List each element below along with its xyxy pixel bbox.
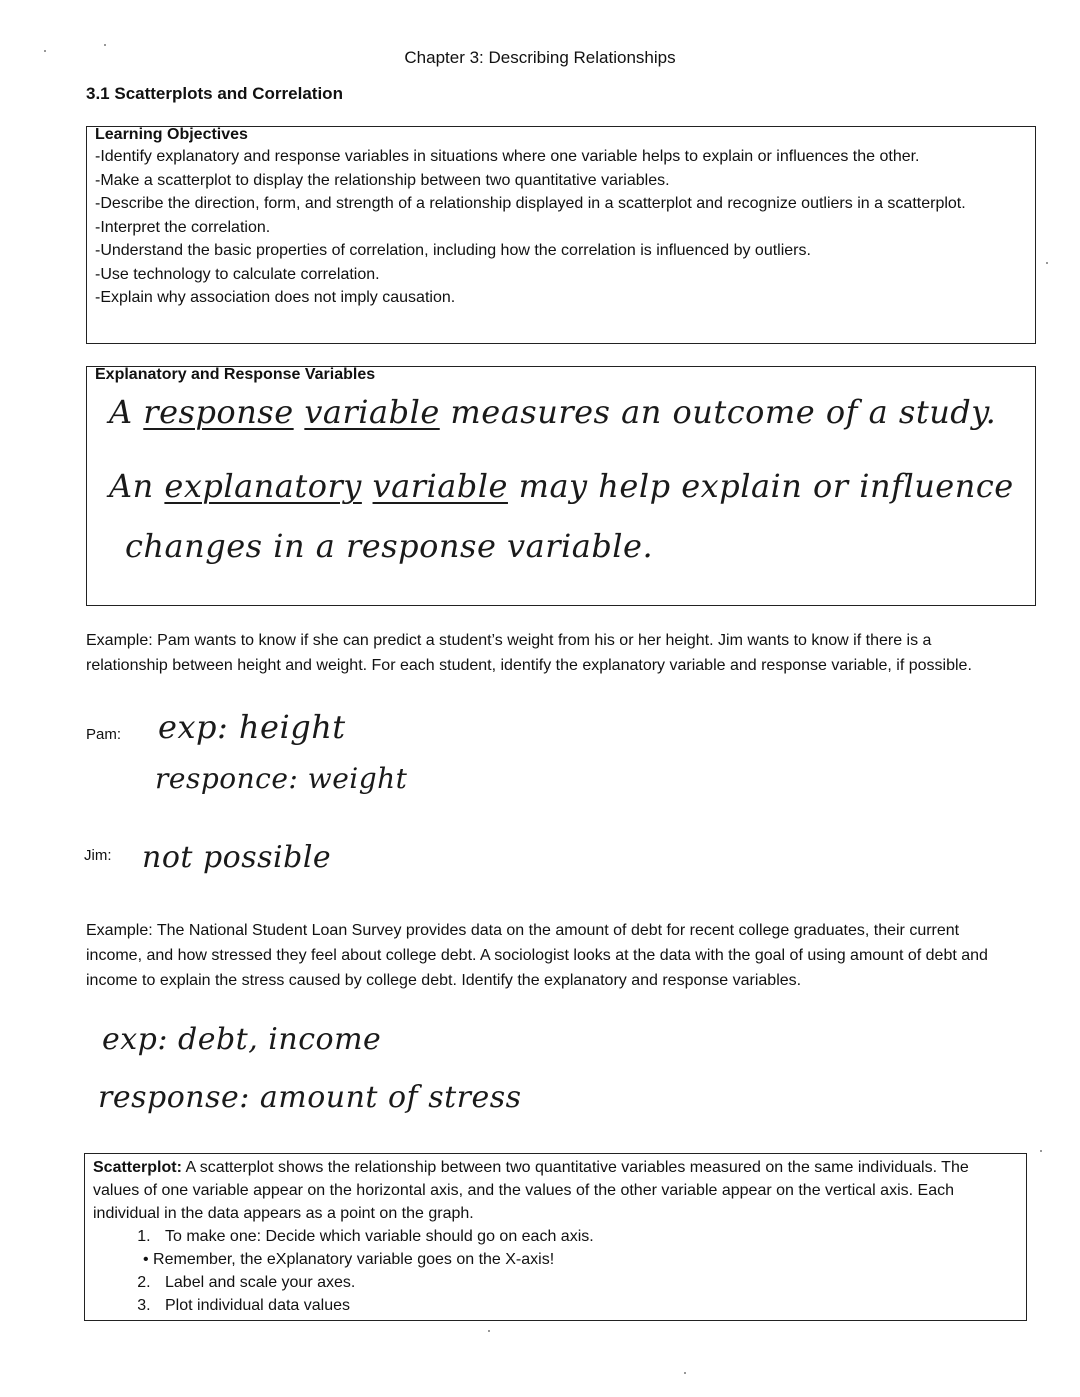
section-title: 3.1 Scatterplots and Correlation [86,84,343,103]
scatterplot-step [155,1271,1018,1294]
scan-speck [488,1330,490,1332]
scatterplot-term: Scatterplot: [93,1159,182,1176]
handwritten-response-definition [109,393,996,431]
scatterplot-steps-cont [93,1271,1018,1317]
pam-label: Pam: [86,726,122,743]
objective-item: -Interpret the correlation. [95,218,271,236]
hand-text: A [109,393,133,431]
handwritten-explanatory-definition [109,467,1014,505]
scan-speck [684,1372,686,1374]
scan-speck [104,44,106,46]
explanatory-response-box [86,366,1036,606]
scan-speck [1040,1150,1042,1152]
loan-answer-explanatory: exp: debt, income [102,1022,382,1057]
objective-item: -Use technology to calculate correlation. [95,265,380,283]
jim-answer: not possible [142,840,332,875]
hand-term: explanatory [164,467,362,505]
hand-text: An [109,467,154,505]
scan-speck [44,50,46,52]
learning-objectives-box [86,126,1036,344]
scatterplot-definition [93,1156,1018,1225]
learning-objectives-heading: Learning Objectives [95,126,248,143]
scatterplot-step [155,1294,1018,1317]
step-text: Label and scale your axes. [165,1274,356,1291]
objective-item: -Understand the basic properties of correlation, including how the correlation is influenced by outliers. [95,242,811,259]
jim-label: Jim: [84,847,112,864]
handwritten-explanatory-definition-cont: changes in a response variable. [125,527,654,565]
scatterplot-step [155,1225,1018,1248]
hand-term: variable [304,393,440,431]
pam-answer-explanatory: exp: height [158,708,346,746]
explanatory-response-heading: Explanatory and Response Variables [95,366,376,383]
objective-item: -Explain why association does not imply causation. [95,289,456,306]
objective-item: -Make a scatterplot to display the relationship between two quantitative variables. [95,171,670,189]
scatterplot-definition-box [84,1153,1027,1321]
hand-term: variable [372,467,508,505]
hand-text: measures an outcome of a study. [450,393,997,431]
loan-answer-response: response: amount of stress [98,1080,522,1115]
hand-term: response [143,393,294,431]
scatterplot-steps [93,1225,1018,1248]
objective-item: -Describe the direction, form, and strength of a relationship displayed in a scatterplot and recognize outliers in a scatterplot. [95,195,966,212]
hand-text: may help explain or influence [518,467,1014,505]
step-text: To make one: Decide which variable should go on each axis. [165,1228,594,1245]
scatterplot-definition-text: A scatterplot shows the relationship between two quantitative variables measured on the same individuals. The values of one variable appear on the horizontal axis, and the values of the other variable appear on the vertical axis. Each individual in the data appears as a point on the graph. [93,1159,969,1222]
scan-speck [1046,262,1048,264]
scatterplot-bullet-note: • Remember, the eXplanatory variable goes on the X-axis! [143,1251,555,1268]
pam-answer-response: responce: weight [155,762,408,795]
example-pam-jim-prompt: Example: Pam wants to know if she can predict a student’s weight from his or her height. Jim wants to know if there is a relationship between height and weight. For each student, identify the explanatory variable and response variable, if possible. [86,632,972,674]
step-text: Plot individual data values [165,1297,351,1314]
example-loan-survey-prompt: Example: The National Student Loan Survey provides data on the amount of debt for recent college graduates, their current income, and how stressed they feel about college debt. A sociologist looks at the data with the goal of using amount of debt and income to explain the stress caused by college debt. Identify the explanatory and response variables. [86,922,988,989]
chapter-title: Chapter 3: Describing Relationships [404,48,676,67]
objective-item: -Identify explanatory and response variables in situations where one variable helps to explain or influences the other. [95,148,920,165]
